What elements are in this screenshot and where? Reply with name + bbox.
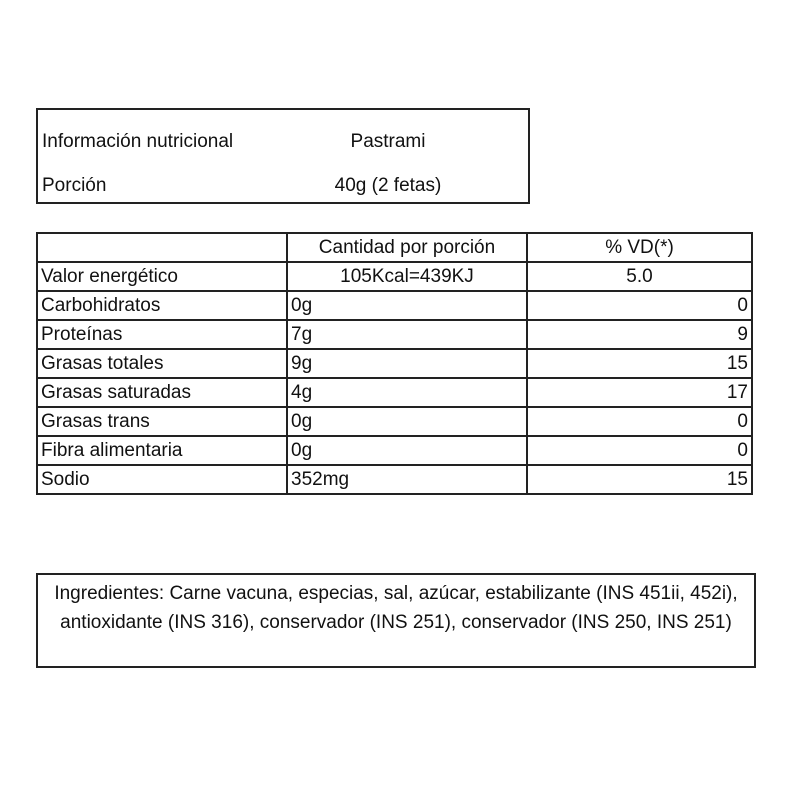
nutrient-vd: 5.0 [527,262,752,291]
table-row [37,291,752,320]
nutrient-amount: 4g [287,378,527,407]
info-label: Información nutricional [42,131,234,152]
nutrient-amount: 7g [287,320,527,349]
nutrient-name: Carbohidratos [37,291,287,320]
product-header-box [36,108,530,204]
nutrient-amount: 352mg [287,465,527,494]
ingredients-text: Ingredientes: Carne vacuna, especias, sal, azúcar, estabilizante (INS 451ii, 452i), antioxidante (INS 316), conservador (INS 251), conservador (INS 250, INS 251) [54,583,738,633]
product-row [38,130,528,154]
ingredients-box [36,573,756,668]
nutrient-vd: 0 [527,407,752,436]
table-row [37,465,752,494]
portion-row [38,174,528,198]
nutrient-amount: 0g [287,291,527,320]
nutrient-amount: 0g [287,436,527,465]
nutrient-vd: 15 [527,349,752,378]
nutrient-name: Proteínas [37,320,287,349]
nutrient-name: Sodio [37,465,287,494]
nutrient-name: Grasas saturadas [37,378,287,407]
portion-label: Porción [42,175,107,196]
table-row [37,320,752,349]
nutrient-amount: 9g [287,349,527,378]
nutrient-vd: 15 [527,465,752,494]
nutrient-vd: 9 [527,320,752,349]
nutrient-vd: 17 [527,378,752,407]
portion-value: 40g (2 fetas) [334,175,442,196]
header-cell-amount: Cantidad por porción [287,233,527,262]
nutrition-table [36,232,753,495]
nutrient-amount: 105Kcal=439KJ [287,262,527,291]
nutrient-name: Grasas trans [37,407,287,436]
table-row [37,436,752,465]
nutrient-amount: 0g [287,407,527,436]
nutrient-vd: 0 [527,291,752,320]
table-row [37,407,752,436]
table-header-row [37,233,752,262]
header-cell-vd: % VD(*) [527,233,752,262]
nutrient-vd: 0 [527,436,752,465]
nutrient-name: Valor energético [37,262,287,291]
product-name: Pastrami [350,131,426,152]
nutrient-name: Fibra alimentaria [37,436,287,465]
nutrient-name: Grasas totales [37,349,287,378]
header-cell-blank [37,233,287,262]
table-row [37,378,752,407]
table-row [37,262,752,291]
table-row [37,349,752,378]
